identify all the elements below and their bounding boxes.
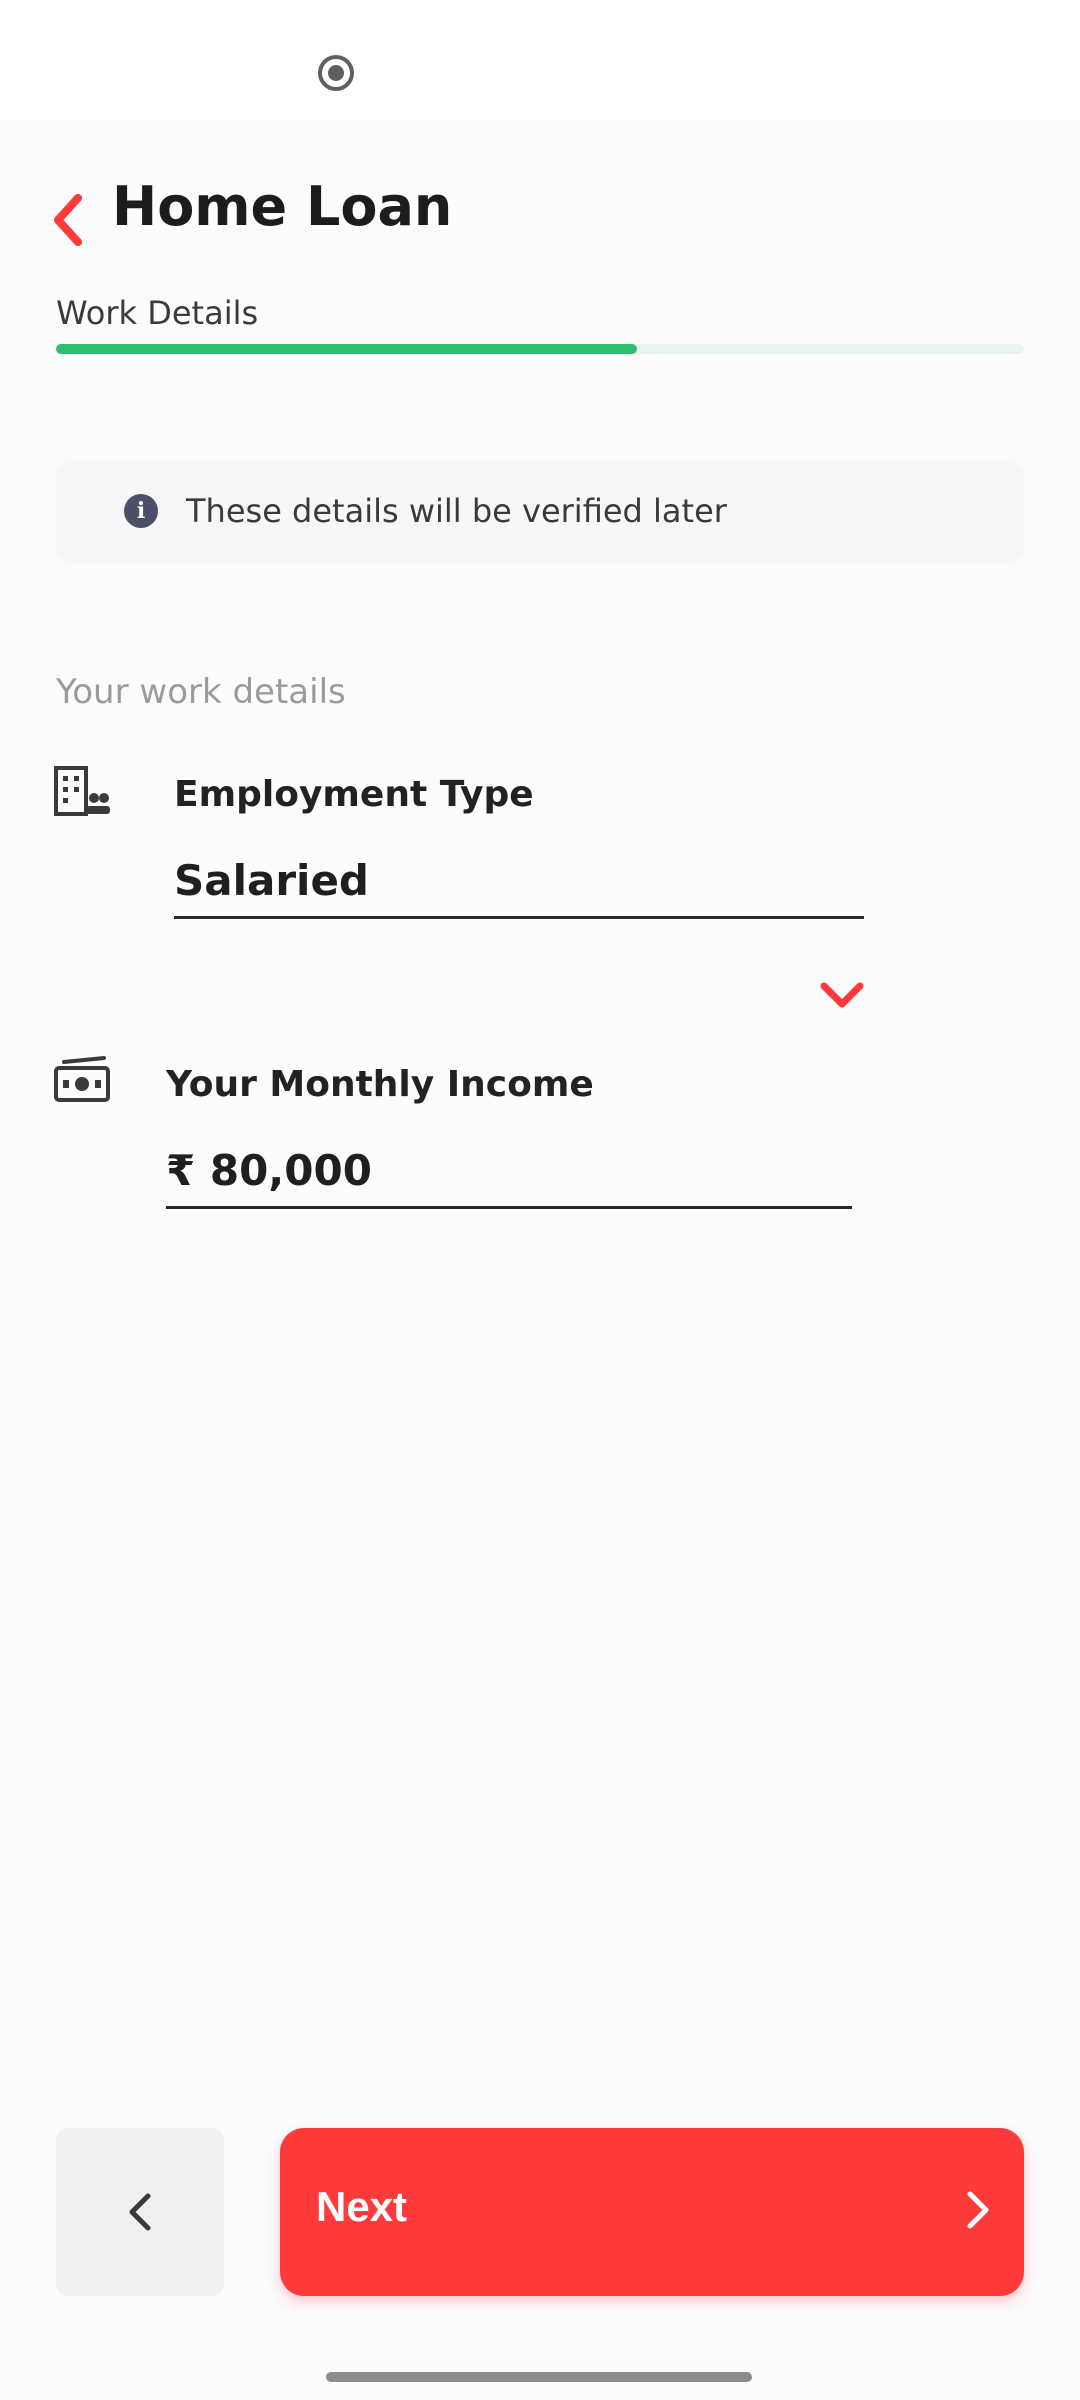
next-button-label: Next — [316, 2183, 408, 2230]
monthly-income-label: Your Monthly Income — [166, 1064, 594, 1105]
employment-type-underline — [174, 916, 864, 919]
next-button[interactable] — [280, 2128, 1024, 2296]
chevron-down-icon[interactable] — [820, 982, 864, 1010]
monthly-income-input[interactable]: ₹ 80,000 — [166, 1146, 372, 1195]
home-indicator[interactable] — [326, 2372, 752, 2382]
section-title: Your work details — [56, 672, 346, 712]
progress-fill — [56, 344, 637, 354]
info-text: These details will be verified later — [186, 492, 727, 530]
status-bar — [0, 0, 1080, 120]
cash-icon — [52, 1052, 112, 1112]
step-label: Work Details — [56, 294, 259, 332]
header — [0, 120, 1080, 280]
chevron-right-icon — [966, 2190, 990, 2230]
recording-indicator-icon — [318, 55, 354, 91]
progress-bar — [56, 344, 1024, 354]
app-screen — [0, 120, 1080, 2400]
info-banner — [56, 460, 1024, 564]
previous-button[interactable] — [56, 2128, 224, 2296]
building-icon — [52, 762, 112, 822]
chevron-left-icon — [128, 2192, 152, 2232]
info-icon: i — [124, 494, 158, 528]
monthly-income-underline — [166, 1206, 852, 1209]
page-title: Home Loan — [112, 175, 453, 238]
employment-type-label: Employment Type — [174, 774, 534, 815]
back-chevron-icon[interactable] — [48, 192, 88, 248]
employment-type-select[interactable]: Salaried — [174, 856, 369, 905]
